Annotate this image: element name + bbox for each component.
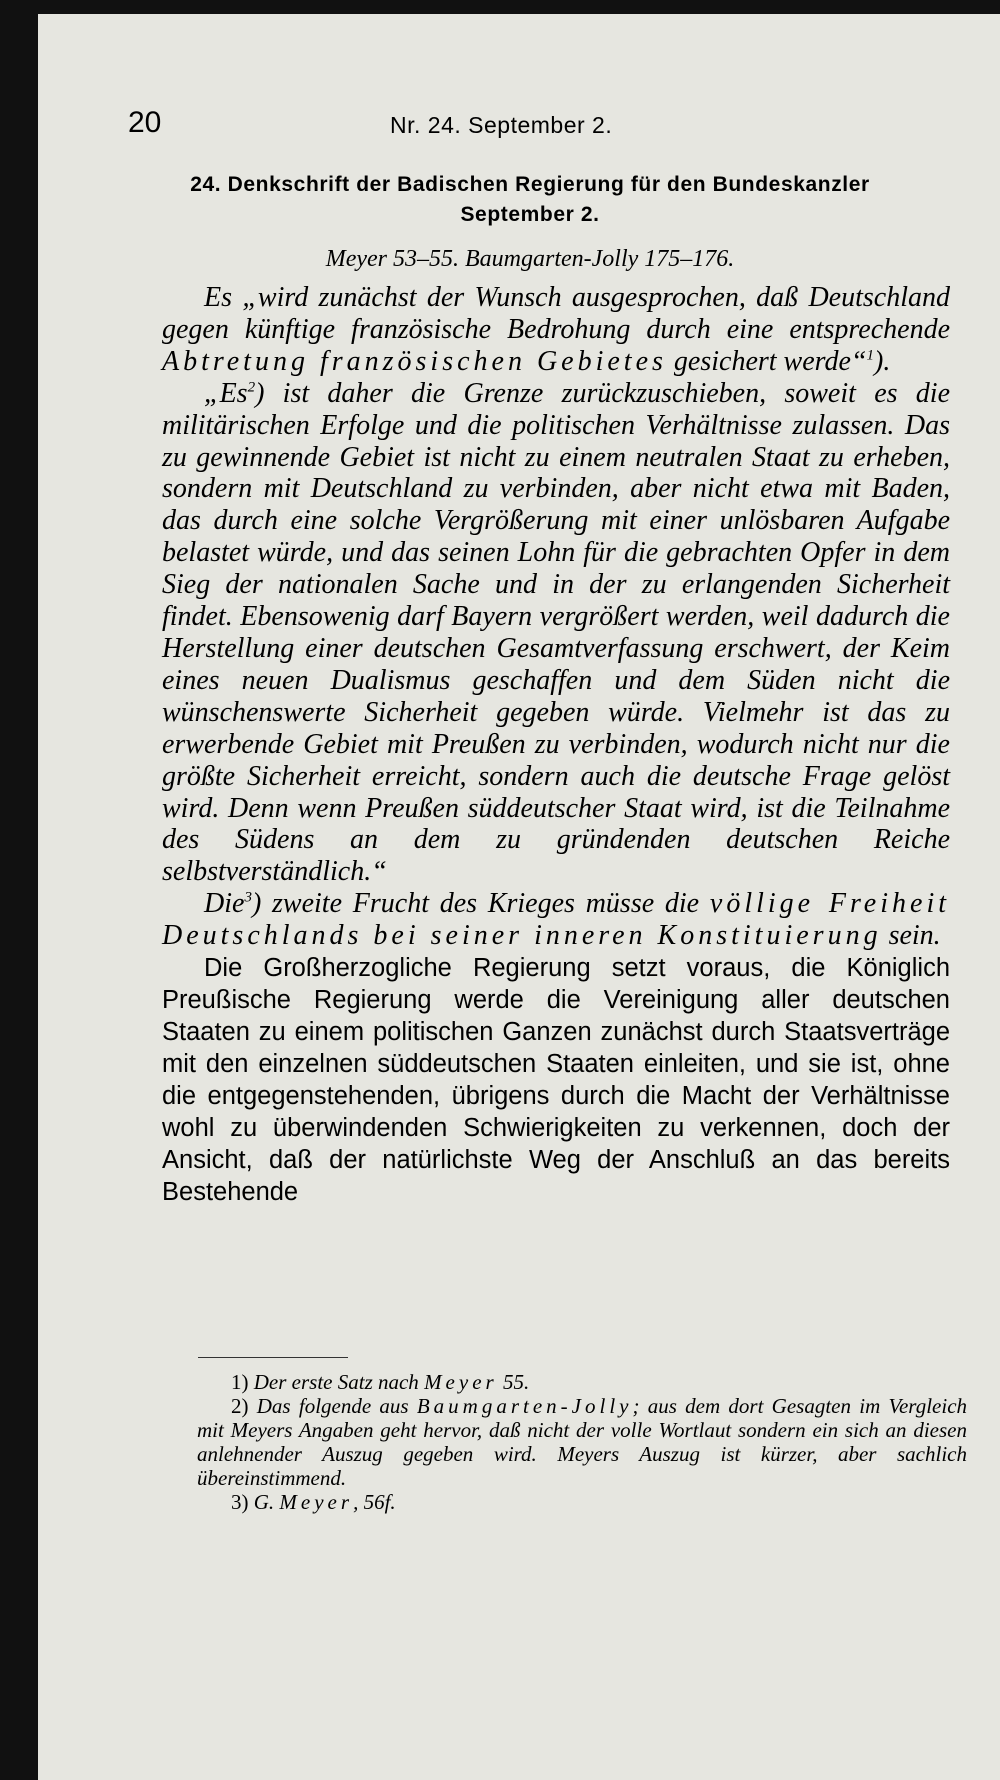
paragraph-3-text-b: ) zweite Frucht des Krieges müsse die: [251, 888, 710, 920]
source-references: Meyer 53–55. Baumgarten-Jolly 175–176.: [325, 246, 735, 272]
paragraph-4: Die Großherzogliche Regierung setzt voraus, die Königlich Preußische Regierung werde die Vereinigung aller deutschen Staaten zu einem politischen Ganzen zunächst durch Staatsverträge mit den einzelnen süddeutschen Staaten einleiten, und sie ist, ohne die entgegenstehenden, übrigens durch die Macht der Verhältnisse wohl zu überwindenden Schwierigkeiten zu verkennen, doch der Ansicht, daß der natürlichste Weg der Anschluß an das bereits Bestehende: [162, 954, 950, 1207]
footnote-1-text-b: 55.: [497, 1370, 530, 1394]
footnote-ref-2: 2: [247, 379, 256, 396]
footnote-rule: [198, 1357, 348, 1358]
page-number: 20: [128, 106, 162, 139]
running-head: Nr. 24. September 2.: [390, 112, 613, 138]
footnote-ref-1: 1: [866, 347, 875, 364]
footnote-2-text-b: ; aus dem dort Gesagten im Vergleich mit Meyers Angaben geht hervor, daß nicht der volle Wortlaut sondern ein sich an diesen anlehnender Auszug gegeben wird. Meyers Auszug ist kürzer, aber sachlich übereinstimmend.: [197, 1394, 968, 1490]
document-title-line-2: September 2.: [460, 203, 600, 226]
document-title-line-1: 24. Denkschrift der Badischen Regierung für den Bundeskanzler: [190, 173, 870, 196]
paragraph-3: [162, 888, 950, 952]
footnote-1-number: 1): [231, 1370, 249, 1394]
footnotes: [197, 1370, 967, 1514]
paragraph-2-text-a: „Es: [204, 377, 248, 409]
footnote-2-number: 2): [231, 1394, 249, 1418]
footnote-2-text-a: Das folgende aus: [256, 1394, 417, 1418]
paragraph-2-text-b: ) ist daher die Grenze zurückzuschieben, soweit es die militärischen Erfolge und die politischen Verhältnisse zulassen. Das zu gewinnende Gebiet ist nicht zu einem neutralen Staat zu erheben, sondern mit Deutschland zu verbinden, aber nicht etwa mit Baden, das durch eine solche Vergrößerung mit einer unlösbaren Aufgabe belastet würde, und das seinen Lohn für die gebrachten Opfer in dem Sieg der nationalen Sache und in der zu erlangenden Sicherheit findet. Ebensowenig darf Bayern vergrößert werden, weil dadurch die Herstellung einer deutschen Gesamtverfassung erschwert, der Keim eines neuen Dualismus geschaffen und dem Süden nicht die wünschenswerte Sicherheit gegeben würde. Vielmehr ist das zu erwerbende Gebiet mit Preußen zu verbinden, wodurch nicht nur die größte Sicherheit erreicht, sondern auch die deutsche Frage gelöst wird. Denn wenn Preußen süddeutscher Staat wird, ist die Teilnahme des Südens an dem zu gründenden deutschen Reiche selbstverständlich.“: [162, 377, 950, 888]
paragraph-3-spaced-text: völlige Freiheit Deutschlands bei seiner inneren Konstituierung: [162, 888, 951, 952]
footnote-2: [197, 1394, 967, 1490]
paragraph-1-text-b: gesichert werde“: [666, 345, 867, 377]
paragraph-1: [162, 282, 950, 378]
footnote-3-spaced-text: Meyer: [279, 1490, 354, 1514]
paragraph-3-text-c: sein.: [881, 920, 941, 952]
footnote-2-spaced-text: Baumgarten-Jolly: [416, 1394, 633, 1418]
body-text: [162, 282, 950, 1208]
paragraph-1-spaced-text: Abtretung französischen Gebietes: [162, 345, 667, 377]
paragraph-2: [162, 378, 950, 889]
footnote-1: [197, 1370, 967, 1394]
footnote-1-text-a: Der erste Satz nach: [253, 1370, 425, 1394]
paragraph-3-text-a: Die: [204, 888, 245, 920]
footnote-ref-3: 3: [244, 889, 252, 906]
footnote-3: [197, 1490, 967, 1514]
footnote-1-spaced-text: Meyer: [424, 1370, 498, 1394]
document-title: [130, 170, 930, 230]
paragraph-1-text-a: Es „wird zunächst der Wunsch ausgesprochen, daß Deutschland gegen künftige französische Bedrohung durch eine entsprechende: [162, 282, 950, 345]
footnote-3-text-b: , 56f.: [353, 1490, 396, 1514]
footnote-3-number: 3): [231, 1490, 249, 1514]
paragraph-1-text-c: ).: [874, 345, 891, 377]
footnote-3-text-a: G.: [253, 1490, 280, 1514]
